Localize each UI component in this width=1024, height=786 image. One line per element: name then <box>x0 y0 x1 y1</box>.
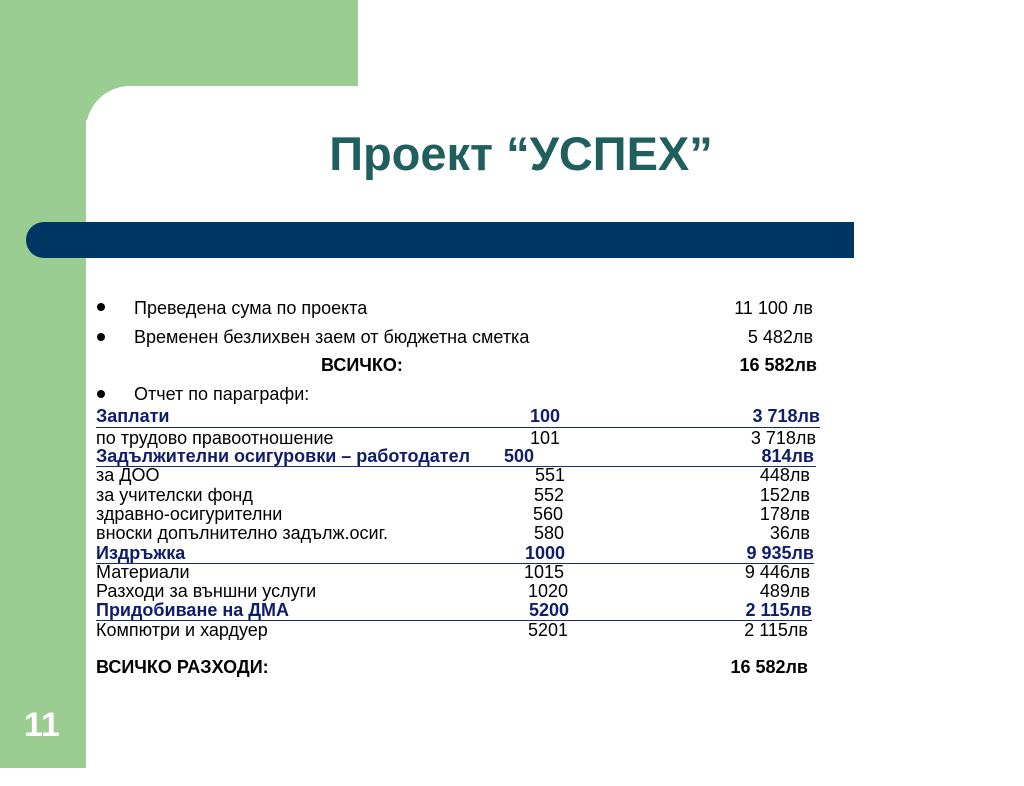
row-amount: 36лв <box>769 523 810 543</box>
row-amount: 3 718лв <box>752 406 820 426</box>
row-amount: 448лв <box>759 465 810 485</box>
total-expenses-value: 16 582лв <box>730 657 808 677</box>
row-amount: 9 446лв <box>744 562 810 582</box>
report-bullet-label: Отчет по параграфи: <box>134 384 310 404</box>
row-code: 500 <box>504 446 535 466</box>
slide-number: 11 <box>24 706 60 744</box>
row-name: Задължителни осигуровки – работодател <box>96 446 471 466</box>
row-code: 1000 <box>525 543 566 563</box>
total-income-value: 16 582лв <box>739 355 817 375</box>
row-code: 100 <box>530 406 561 426</box>
row-underline <box>96 466 816 467</box>
row-name: за учителски фонд <box>96 485 253 505</box>
bullet-value: 5 482лв <box>747 327 813 347</box>
row-name: Компютри и хардуер <box>96 620 268 640</box>
slide-title: Проект “УСПЕХ” <box>329 127 713 180</box>
bullet-value: 11 100 лв <box>734 298 813 318</box>
row-amount: 178лв <box>759 504 810 524</box>
bullet-label: Временен безлихвен заем от бюджетна сметка <box>134 327 530 347</box>
row-code: 101 <box>530 428 561 448</box>
row-amount: 814лв <box>761 446 814 466</box>
row-code: 5200 <box>529 600 570 620</box>
row-name: Разходи за външни услуги <box>96 581 317 601</box>
bullet-dot <box>97 390 105 398</box>
row-name: вноски допълнително задълж.осиг. <box>96 523 388 543</box>
row-amount: 2 115лв <box>745 600 812 620</box>
row-underline <box>96 563 814 564</box>
row-name: по трудово правоотношение <box>96 428 334 448</box>
row-name: Придобиване на ДМА <box>96 600 290 620</box>
row-amount: 3 718лв <box>750 428 816 448</box>
row-amount: 152лв <box>759 485 810 505</box>
bullet-label: Преведена сума по проекта <box>134 298 368 318</box>
total-income-label: ВСИЧКО: <box>321 355 403 375</box>
row-name: здравно-осигурителни <box>96 504 283 524</box>
row-code: 552 <box>534 485 565 505</box>
row-name: Заплати <box>96 406 170 426</box>
row-code: 551 <box>535 465 566 485</box>
row-code: 5201 <box>528 620 569 640</box>
row-name: за ДОО <box>96 465 160 485</box>
row-amount: 9 935лв <box>746 543 814 563</box>
row-code: 560 <box>533 504 564 524</box>
row-name: Материали <box>96 562 190 582</box>
row-code: 1015 <box>524 562 565 582</box>
bullet-dot <box>97 303 105 311</box>
row-name: Издръжка <box>96 543 186 563</box>
row-code: 580 <box>534 523 565 543</box>
green-side-strip <box>0 0 86 768</box>
bullet-dot <box>97 333 105 341</box>
row-code: 1020 <box>528 581 569 601</box>
row-amount: 2 115лв <box>744 620 808 640</box>
row-amount: 489лв <box>759 581 810 601</box>
title-divider-bar <box>26 222 854 258</box>
total-expenses-label: ВСИЧКО РАЗХОДИ: <box>96 657 269 677</box>
